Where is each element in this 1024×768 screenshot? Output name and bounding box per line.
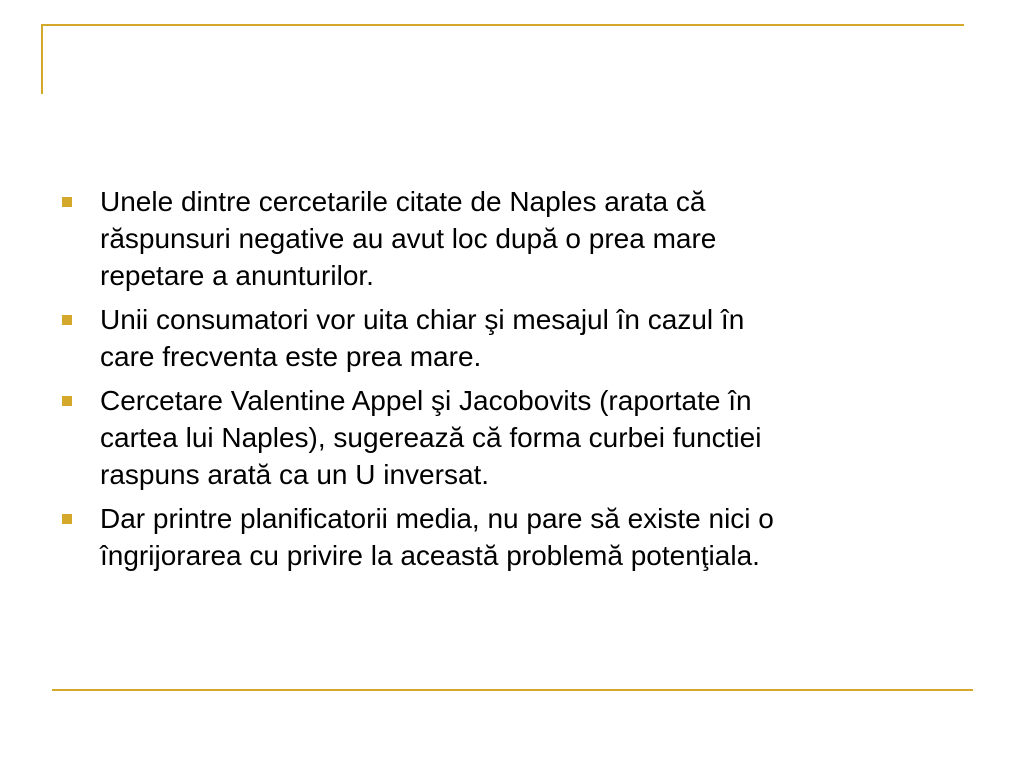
bullet-list [62, 183, 962, 581]
list-item [62, 382, 962, 493]
top-accent-rule [41, 24, 964, 26]
list-item [62, 500, 962, 574]
bullet-text: Unele dintre cercetarile citate de Naples arata că răspunsuri negative au avut loc după o prea mare repetare a anunturilor. [100, 186, 717, 291]
bullet-text: Unii consumatori vor uita chiar şi mesajul în cazul în care frecventa este prea mare. [100, 304, 745, 372]
bottom-accent-rule [52, 689, 973, 691]
left-accent-rule [41, 24, 43, 94]
square-bullet-icon [62, 315, 72, 325]
bullet-text: Dar printre planificatorii media, nu pare să existe nici o îngrijorarea cu privire la această problemă potenţiala. [100, 503, 774, 571]
bullet-text: Cercetare Valentine Appel şi Jacobovits (raportate în cartea lui Naples), sugerează că forma curbei functiei raspuns arată ca un U inversat. [100, 385, 762, 490]
square-bullet-icon [62, 396, 72, 406]
list-item [62, 183, 962, 294]
square-bullet-icon [62, 197, 72, 207]
square-bullet-icon [62, 514, 72, 524]
list-item [62, 301, 962, 375]
